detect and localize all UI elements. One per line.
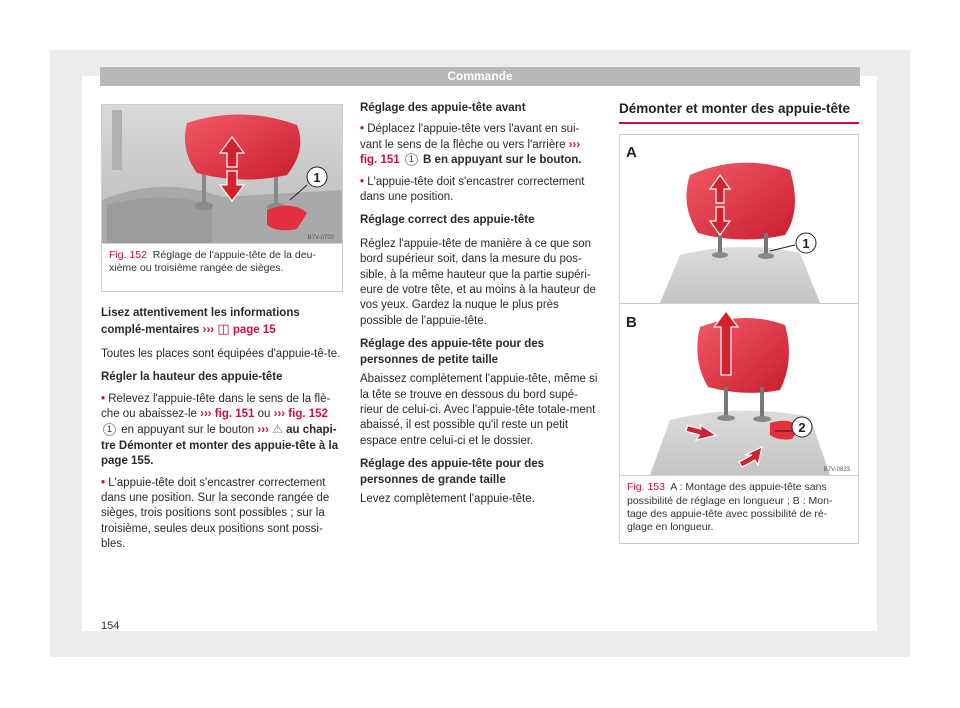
figure-153-image [620,135,858,475]
intro-heading: Lisez attentivement les informations complé-mentaires ››› ◫ page 15 [101,307,300,337]
bullet-item: • Déplacez l'appuie-tête vers l'avant en sui-vant le sens de la flèche ou vers l'arrière ››› fig. 151 1 B en appuyant sur le bouton. [360,123,582,167]
column-middle [360,101,600,507]
paragraph: Réglez l'appuie-tête de manière à ce que son bord supérieur soit, dans la mesure du pos-sible, à la même hauteur que la partie supéri-eure de votre tête, et au moins à la hauteur de vos yeux. Gardez la nuque le plus près possible de l'appuie-tête. [360,237,596,327]
panel-letter-b: B [626,314,637,332]
figure-152 [101,104,343,292]
figure-code: B7V-0703 [307,235,334,241]
column-left [101,104,343,553]
figure-code: B7V-0823 [823,467,850,474]
callout-2: 2 [798,420,806,436]
section-title: Démonter et monter des appuie-tête [619,101,859,124]
caption-text: Réglage de l'appuie-tête de la deu-xième ou troisième rangée de sièges. [109,249,316,275]
fig-link[interactable]: ››› fig. 151 [360,138,581,167]
bullet-icon: • [360,175,365,188]
page-link[interactable]: page 15 [232,324,276,337]
paragraph: Abaissez complètement l'appuie-tête, même si la tête se trouve en dessous du bord supé-rieur de celui-ci. Avec l'appuie-tête totale-ment abaissé, il est possible qu'il reste un petit espace entre celui-ci et le dossier. [360,373,598,447]
column-right [619,101,859,544]
caption-text: A : Montage des appuie-tête sans possibilité de réglage en longueur ; B : Mon-tage des appuie-tête avec possibilité de ré-glage en longueur. [627,481,833,534]
callout-badge: 1 [405,153,418,166]
warning-icon: ⚠ [272,422,283,437]
subheading: Régler la hauteur des appuie-tête [101,371,283,384]
bullet-icon: • [360,123,365,136]
figure-153 [619,134,859,544]
subheading: Réglage des appuie-tête pour des personnes de petite taille [360,338,545,366]
chapter-link[interactable]: au chapi-tre Démonter et monter des appuie-tête à la page 155. [101,424,339,468]
headrest-removal-illustration [620,135,858,475]
subheading: Réglage correct des appuie-tête [360,214,535,227]
callout-badge: 1 [103,423,116,436]
headrest-rear-illustration [102,105,342,244]
bullet-item: • L'appuie-tête doit s'encastrer correctement dans une position. [360,175,585,204]
book-icon: ◫ [217,321,230,337]
bullet-icon: • [101,476,106,489]
bullet-item: • L'appuie-tête doit s'encastrer correctement dans une position. Sur la seconde rangée de sièges, trois positions sont possibles ; sur la troisième, seules deux positions sont possi-bles. [101,476,330,551]
figure-label: Fig. 153 [627,481,665,494]
paragraph: Levez complètement l'appuie-tête. [360,492,535,505]
link-arrow[interactable]: ››› [202,324,215,337]
figure-152-image [102,105,342,244]
link-arrow[interactable]: ››› [257,424,269,437]
paragraph: Toutes les places sont équipées d'appuie-tê-te. [101,347,341,360]
header-bar: Commande [100,67,860,86]
subheading: Réglage des appuie-tête pour des personnes de grande taille [360,458,545,486]
bullet-item: • Relevez l'appuie-tête dans le sens de la flè-che ou abaissez-le ››› fig. 151 ou ››› fig. 152 1 en appuyant sur le bouton ››› ⚠ au chapi-tre Démonter et monter des appuie-tête à la page 155. [101,392,339,468]
page-number: 154 [101,620,120,632]
callout-1: 1 [313,170,321,185]
figure-152-caption [102,244,342,275]
panel-letter-a: A [626,144,637,162]
figure-label: Fig. 152 [109,249,147,261]
bullet-icon: • [101,392,106,405]
fig-link[interactable]: ››› fig. 151 [200,408,255,421]
subheading: Réglage des appuie-tête avant [360,102,526,114]
fig-link[interactable]: ››› fig. 152 [273,408,328,421]
callout-1: 1 [802,236,810,252]
figure-153-caption [620,475,858,534]
